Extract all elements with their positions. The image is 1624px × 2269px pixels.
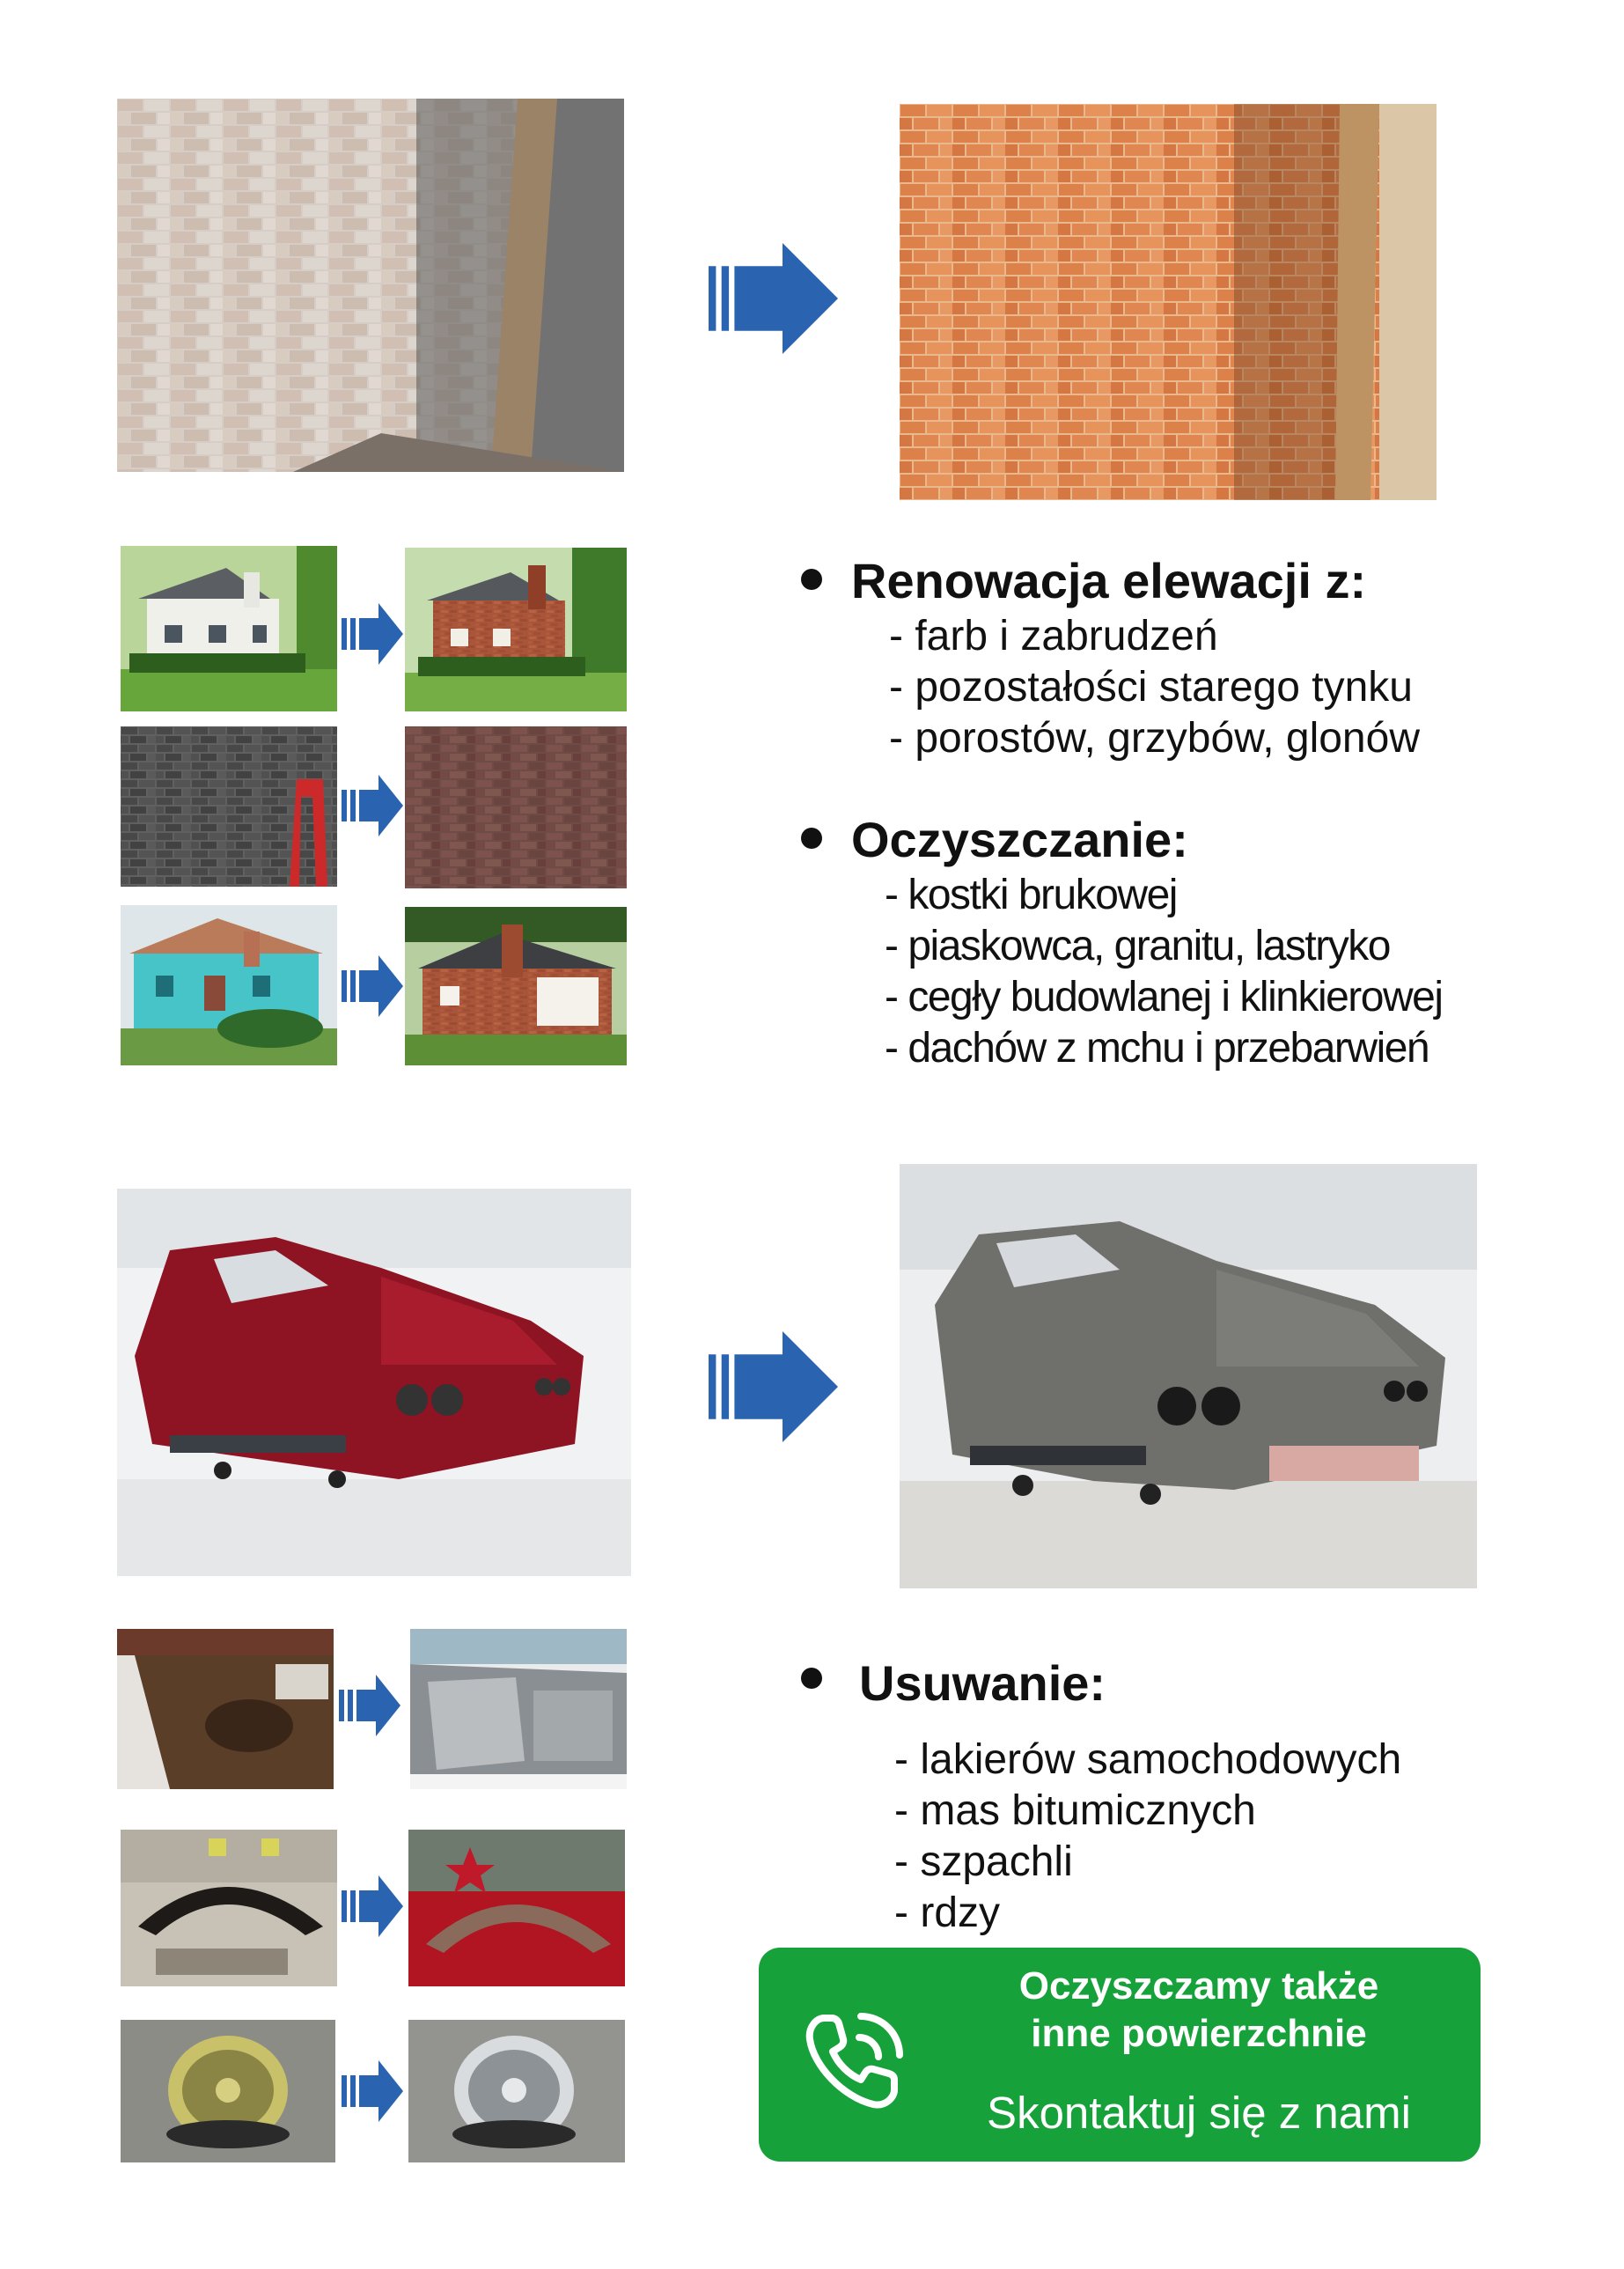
removal-list: [894, 1735, 1401, 1939]
brick-wall-after-photo: [900, 104, 1437, 500]
car-interior-before-photo: [117, 1629, 334, 1789]
arrow-right-icon: [342, 603, 403, 665]
list-item: - dachów z mchu i przebarwień: [885, 1023, 1443, 1074]
red-car-body-before-photo: [117, 1189, 631, 1576]
arrow-right-icon: [342, 775, 403, 836]
gold-wheel-before-photo: [121, 2020, 335, 2162]
arrow-right-icon: [342, 955, 403, 1017]
facade-list: [889, 611, 1420, 764]
removal-heading: Usuwanie:: [859, 1655, 1106, 1711]
cleaning-heading: Oczyszczanie:: [851, 812, 1188, 867]
list-item: - kostki brukowej: [885, 870, 1443, 921]
contact-line-1: Oczyszczamy także: [1018, 1964, 1379, 2007]
list-item: - pozostałości starego tynku: [889, 662, 1420, 713]
phone-icon: [797, 2002, 912, 2117]
bare-metal-car-body-after-photo: [900, 1164, 1477, 1588]
list-item: - farb i zabrudzeń: [889, 611, 1420, 662]
list-item: - lakierów samochodowych: [894, 1735, 1401, 1786]
list-item: - piaskowca, granitu, lastryko: [885, 921, 1443, 972]
blue-house-before-photo: [121, 905, 337, 1065]
dirty-wall-before-photo: [121, 726, 337, 887]
facade-heading: Renowacja elewacji z:: [851, 553, 1367, 608]
car-interior-after-photo: [410, 1629, 627, 1789]
brick-house-2-after-photo: [405, 907, 627, 1065]
cleaning-list: [885, 870, 1443, 1074]
fender-before-photo: [121, 1830, 337, 1986]
clean-wall-after-photo: [405, 726, 627, 888]
list-item: - cegły budowlanej i klinkierowej: [885, 972, 1443, 1023]
arrow-right-icon: [342, 1875, 403, 1937]
contact-line-3: Skontaktuj się z nami: [987, 2088, 1411, 2138]
brick-wall-before-photo: [117, 99, 624, 472]
list-item: - szpachli: [894, 1837, 1401, 1888]
arrow-right-icon: [342, 2060, 403, 2122]
contact-line-2: inne powierzchnie: [1031, 2012, 1367, 2055]
bullet-icon: [801, 828, 822, 849]
list-item: - porostów, grzybów, glonów: [889, 713, 1420, 764]
arrow-right-icon: [701, 1331, 846, 1442]
bullet-icon: [801, 569, 822, 590]
arrow-right-icon: [701, 243, 846, 354]
silver-wheel-after-photo: [408, 2020, 625, 2162]
brick-house-after-photo: [405, 548, 627, 711]
arrow-right-icon: [339, 1675, 400, 1736]
list-item: - rdzy: [894, 1888, 1401, 1939]
white-house-before-photo: [121, 546, 337, 711]
contact-button[interactable]: [759, 1948, 1481, 2162]
list-item: - mas bitumicznych: [894, 1786, 1401, 1837]
bullet-icon: [801, 1668, 822, 1689]
fender-after-photo: [408, 1830, 625, 1986]
